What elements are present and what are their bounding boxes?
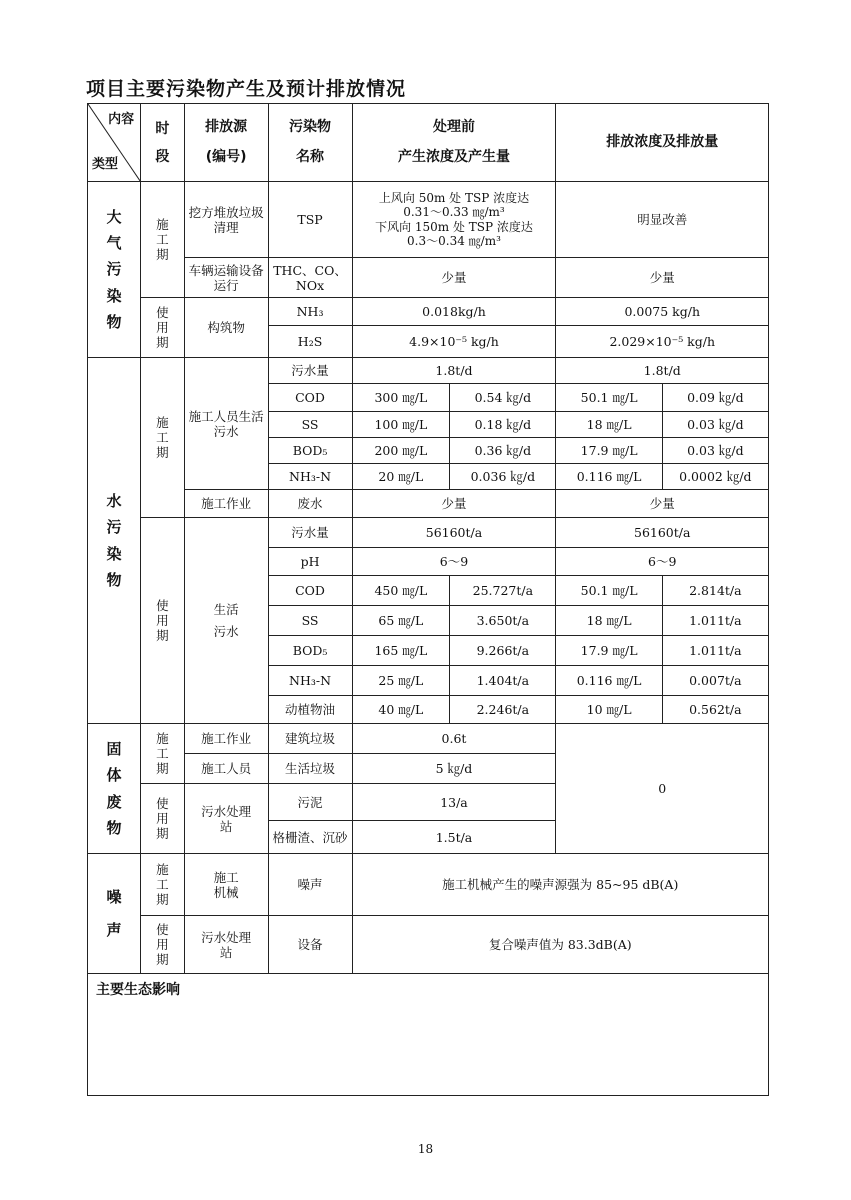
value-cell: 40 ㎎/L [352, 696, 450, 724]
header-after: 排放浓度及排放量 [556, 104, 769, 182]
period-use: 使用期 [141, 298, 185, 358]
pollutant-name: SS [268, 606, 352, 636]
pollutant-name: COD [268, 384, 352, 412]
value-cell: 0.036 ㎏/d [450, 464, 556, 490]
pollutant-table [87, 103, 769, 1096]
source-cell: 挖方堆放垃圾清理 [184, 182, 268, 258]
value-cell: 1.011t/a [662, 636, 768, 666]
tsp-after-cell: 明显改善 [556, 182, 769, 258]
pollutant-name: THC、CO、NOx [268, 258, 352, 298]
header-type-label: 类型 [92, 157, 119, 173]
pollutant-name: NH₃-N [268, 464, 352, 490]
value-cell: 50.1 ㎎/L [556, 384, 662, 412]
source-cell: 施工人员 [184, 754, 268, 784]
table-row [88, 518, 769, 548]
pollutant-name: 污水量 [268, 358, 352, 384]
value-cell: 少量 [556, 258, 769, 298]
value-cell: 56160t/a [352, 518, 556, 548]
category-noise: 噪声 [88, 854, 141, 974]
page-number: 18 [417, 1142, 434, 1156]
value-cell: 0.09 ㎏/d [662, 384, 768, 412]
source-cell: 施工作业 [184, 724, 268, 754]
value-cell: 0.18 ㎏/d [450, 412, 556, 438]
period-use: 使用期 [141, 784, 185, 854]
period-construction: 施工期 [141, 854, 185, 916]
value-cell: 6～9 [556, 548, 769, 576]
header-period: 时段 [141, 104, 185, 182]
value-cell: 0.0075 kg/h [556, 298, 769, 326]
value-cell: 50.1 ㎎/L [556, 576, 662, 606]
value-cell: 1.8t/d [352, 358, 556, 384]
value-cell: 2.246t/a [450, 696, 556, 724]
value-cell: 300 ㎎/L [352, 384, 450, 412]
source-cell: 构筑物 [184, 298, 268, 358]
value-cell: 25 ㎎/L [352, 666, 450, 696]
pollutant-name: COD [268, 576, 352, 606]
category-water: 水污染物 [88, 358, 141, 724]
pollutant-name: BOD₅ [268, 636, 352, 666]
value-cell: 200 ㎎/L [352, 438, 450, 464]
value-cell: 17.9 ㎎/L [556, 438, 662, 464]
value-cell: 1.011t/a [662, 606, 768, 636]
value-cell: 65 ㎎/L [352, 606, 450, 636]
value-cell: 100 ㎎/L [352, 412, 450, 438]
table-row [88, 182, 769, 258]
value-cell: 0.36 ㎏/d [450, 438, 556, 464]
value-cell: 0.03 ㎏/d [662, 438, 768, 464]
value-cell: 165 ㎎/L [352, 636, 450, 666]
table-row [88, 258, 769, 298]
value-cell: 1.8t/d [556, 358, 769, 384]
pollutant-name: BOD₅ [268, 438, 352, 464]
period-construction: 施工期 [141, 358, 185, 518]
source-cell: 施工作业 [184, 490, 268, 518]
table-row [88, 724, 769, 754]
value-cell: 0.03 ㎏/d [662, 412, 768, 438]
value-cell: 4.9×10⁻⁵ kg/h [352, 326, 556, 358]
pollutant-name: NH₃-N [268, 666, 352, 696]
period-use: 使用期 [141, 518, 185, 724]
pollutant-name: 污水量 [268, 518, 352, 548]
ecology-row [88, 974, 769, 1096]
source-cell: 车辆运输设备运行 [184, 258, 268, 298]
pollutant-name: 生活垃圾 [268, 754, 352, 784]
value-cell: 9.266t/a [450, 636, 556, 666]
tsp-before-cell: 上风向 50m 处 TSP 浓度达 0.31～0.33 ㎎/m³ 下风向 150m 处 TSP 浓度达 0.3～0.34 ㎎/m³ [352, 182, 556, 258]
value-cell: 0.562t/a [662, 696, 768, 724]
source-cell: 污水处理站 [184, 784, 268, 854]
value-cell: 18 ㎎/L [556, 412, 662, 438]
header-before: 处理前 产生浓度及产生量 [352, 104, 556, 182]
value-cell: 0.6t [352, 724, 556, 754]
value-cell: 0.007t/a [662, 666, 768, 696]
table-row [88, 916, 769, 974]
source-cell: 生活污水 [184, 518, 268, 724]
value-cell: 450 ㎎/L [352, 576, 450, 606]
value-cell: 0.018kg/h [352, 298, 556, 326]
pollutant-name: 格栅渣、沉砂 [268, 821, 352, 854]
table-row [88, 854, 769, 916]
pollutant-name: 动植物油 [268, 696, 352, 724]
period-construction: 施工期 [141, 724, 185, 784]
value-cell: 10 ㎎/L [556, 696, 662, 724]
value-cell: 0.54 ㎏/d [450, 384, 556, 412]
pollutant-name: 噪声 [268, 854, 352, 916]
source-cell: 施工机械 [184, 854, 268, 916]
ecology-label: 主要生态影响 [88, 974, 769, 1096]
value-cell: 20 ㎎/L [352, 464, 450, 490]
value-cell: 施工机械产生的噪声源强为 85~95 dB(A) [352, 854, 769, 916]
header-row [88, 104, 769, 182]
period-construction: 施工期 [141, 182, 185, 298]
pollutant-name: H₂S [268, 326, 352, 358]
value-cell: 25.727t/a [450, 576, 556, 606]
header-pollutant: 污染物 名称 [268, 104, 352, 182]
source-cell: 污水处理站 [184, 916, 268, 974]
category-solid: 固体废物 [88, 724, 141, 854]
value-cell: 56160t/a [556, 518, 769, 548]
value-cell: 少量 [352, 490, 556, 518]
pollutant-name: 建筑垃圾 [268, 724, 352, 754]
header-source: 排放源 (编号) [184, 104, 268, 182]
value-cell: 0.116 ㎎/L [556, 666, 662, 696]
period-use: 使用期 [141, 916, 185, 974]
value-cell: 2.814t/a [662, 576, 768, 606]
value-cell: 17.9 ㎎/L [556, 636, 662, 666]
value-cell: 少量 [352, 258, 556, 298]
value-cell: 1.404t/a [450, 666, 556, 696]
value-cell: 0.0002 ㎏/d [662, 464, 768, 490]
pollutant-name: 污泥 [268, 784, 352, 821]
value-cell: 5 ㎏/d [352, 754, 556, 784]
value-cell: 18 ㎎/L [556, 606, 662, 636]
value-cell: 复合噪声值为 83.3dB(A) [352, 916, 769, 974]
solid-after-cell: 0 [556, 724, 769, 854]
pollutant-name: SS [268, 412, 352, 438]
pollutant-name: pH [268, 548, 352, 576]
pollutant-name: 废水 [268, 490, 352, 518]
pollutant-name: 设备 [268, 916, 352, 974]
page-title: 项目主要污染物产生及预计排放情况 [86, 78, 407, 100]
value-cell: 少量 [556, 490, 769, 518]
value-cell: 6～9 [352, 548, 556, 576]
category-air: 大气污染物 [88, 182, 141, 358]
value-cell: 1.5t/a [352, 821, 556, 854]
header-diagonal-cell [88, 104, 141, 182]
value-cell: 13/a [352, 784, 556, 821]
table-row [88, 298, 769, 326]
value-cell: 0.116 ㎎/L [556, 464, 662, 490]
pollutant-name: TSP [268, 182, 352, 258]
source-cell: 施工人员生活污水 [184, 358, 268, 490]
table-row [88, 358, 769, 384]
value-cell: 2.029×10⁻⁵ kg/h [556, 326, 769, 358]
value-cell: 3.650t/a [450, 606, 556, 636]
table-row [88, 490, 769, 518]
header-content-label: 内容 [108, 112, 135, 127]
pollutant-name: NH₃ [268, 298, 352, 326]
